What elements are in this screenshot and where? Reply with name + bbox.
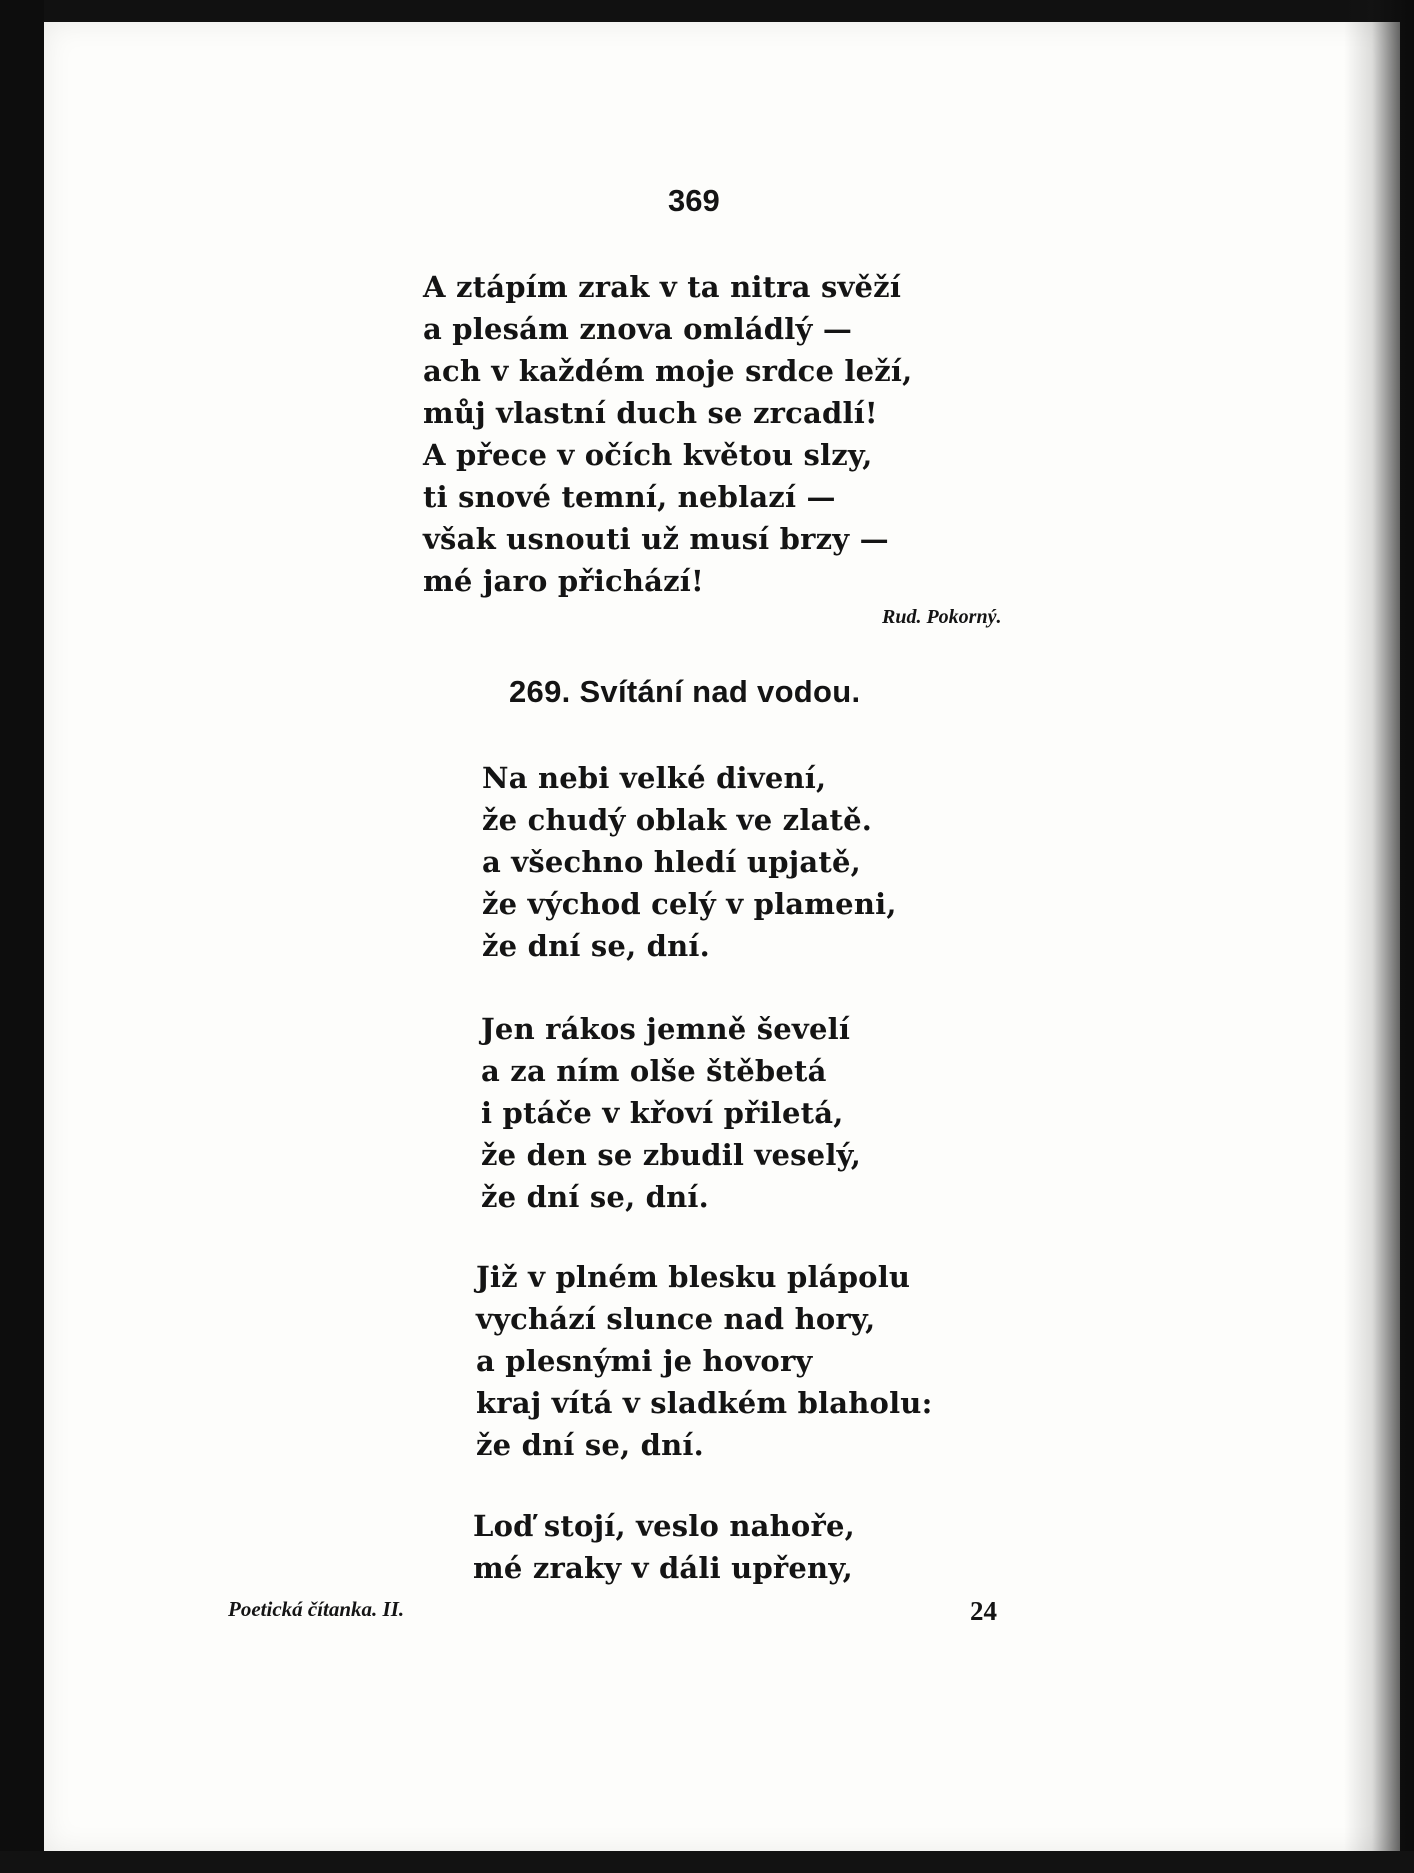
poem-line: Jen rákos jemně ševelí <box>481 1012 851 1046</box>
poem-line: ach v každém moje srdce leží, <box>423 354 913 388</box>
poem-line: a plesnými je hovory <box>476 1344 813 1378</box>
poem-line: a všechno hledí upjatě, <box>482 845 861 879</box>
poem-line: vychází slunce nad hory, <box>476 1302 876 1336</box>
poem-line: že dní se, dní. <box>482 929 710 963</box>
poem-line: a plesám znova omládlý — <box>423 312 853 346</box>
poem-line: že dní se, dní. <box>476 1428 704 1462</box>
author-first-name: Rud. <box>882 606 922 628</box>
poem-line: že den se zbudil veselý, <box>481 1138 862 1172</box>
author-surname: Pokorný. <box>926 606 1002 628</box>
signature-mark: 24 <box>970 1596 997 1626</box>
poem-line: že východ celý v plameni, <box>482 887 897 921</box>
poem-line: že dní se, dní. <box>481 1180 709 1214</box>
scan-left-edge <box>0 0 44 1873</box>
poem-author <box>882 606 1001 629</box>
poem-line: Již v plném blesku plápolu <box>476 1260 911 1294</box>
poem-line: Na nebi velké divení, <box>482 761 827 795</box>
stanza <box>481 1008 861 1218</box>
stanza <box>482 757 897 967</box>
poem-line: A ztápím zrak v ta nitra svěží <box>423 270 902 304</box>
poem-line: Loď stojí, veslo nahoře, <box>473 1509 855 1543</box>
poem-line: i ptáče v křoví přiletá, <box>481 1096 844 1130</box>
scan-right-shadow <box>1344 0 1414 1873</box>
scan-bottom-edge <box>0 1851 1414 1873</box>
page-number: 369 <box>668 183 720 218</box>
previous-poem-ending <box>423 266 912 602</box>
poem-line: ti snové temní, neblazí — <box>423 480 836 514</box>
poem-line: že chudý oblak ve zlatě. <box>482 803 873 837</box>
poem-line: mé jaro přichází! <box>423 564 704 598</box>
poem-line: však usnouti už musí brzy — <box>423 522 889 556</box>
stanza <box>476 1256 933 1466</box>
poem-line: a za ním olše štěbetá <box>481 1054 827 1088</box>
poem-line: kraj vítá v sladkém blaholu: <box>476 1386 933 1420</box>
book-footer-title: Poetická čítanka. II. <box>228 1597 405 1621</box>
poem-title: 269. Svítání nad vodou. <box>509 674 861 709</box>
stanza <box>473 1505 855 1589</box>
poem-line: můj vlastní duch se zrcadlí! <box>423 396 878 430</box>
poem-line: mé zraky v dáli upřeny, <box>473 1551 853 1585</box>
poem-line: A přece v očích květou slzy, <box>423 438 873 472</box>
